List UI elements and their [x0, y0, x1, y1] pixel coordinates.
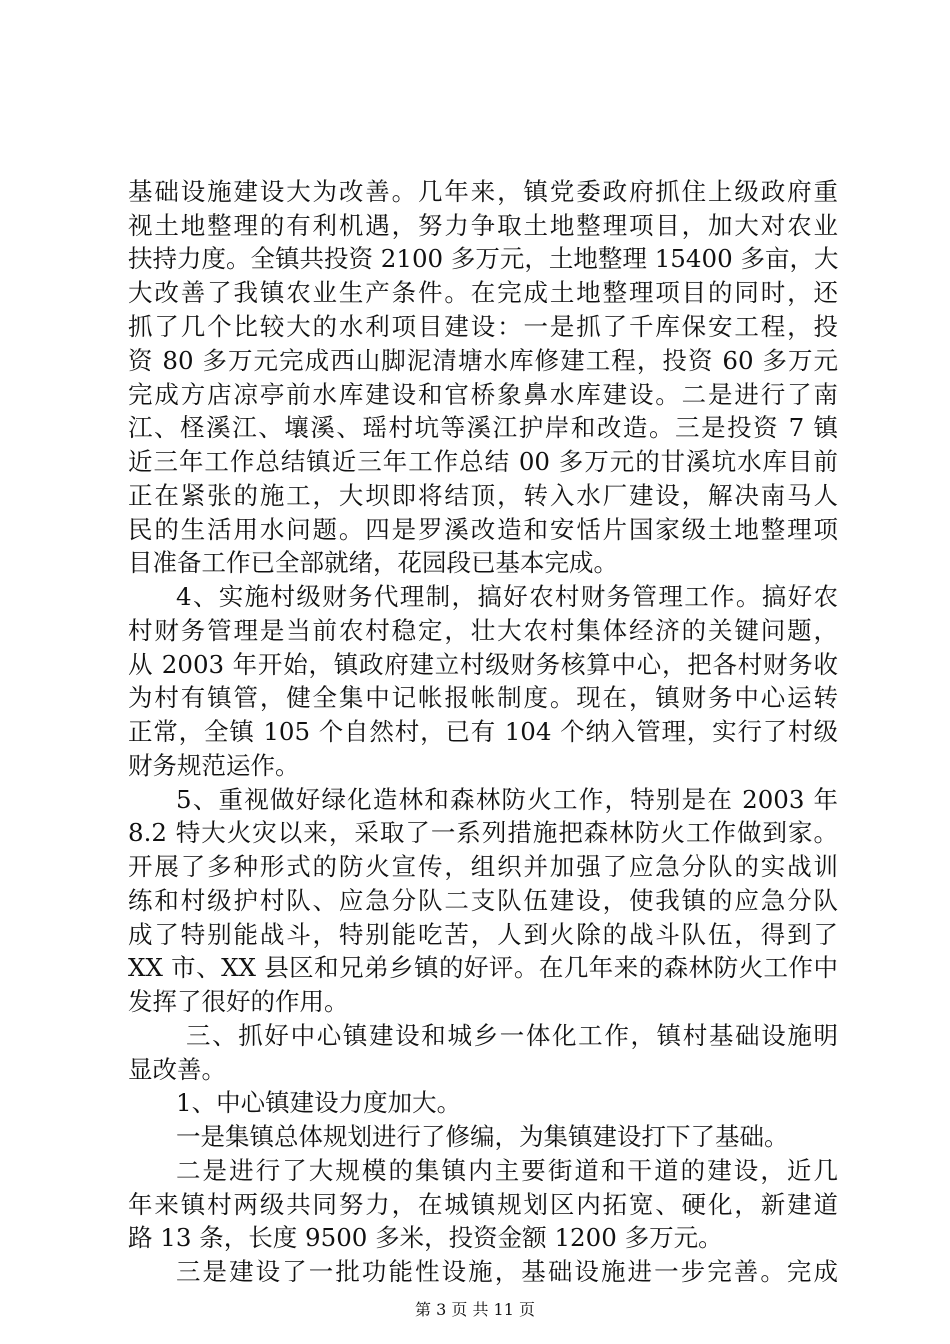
- body-line: 正常，全镇 105 个自然村，已有 104 个纳入管理，实行了村级: [128, 717, 838, 746]
- paragraph-start-line: 三是建设了一批功能性设施，基础设施进一步完善。完成: [176, 1257, 838, 1286]
- paragraph-start-line: 二是进行了大规模的集镇内主要街道和干道的建设，近几: [176, 1156, 838, 1185]
- body-line: 8.2 特大火灾以来，采取了一系列措施把森林防火工作做到家。: [128, 818, 838, 847]
- subheading-line: 1、中心镇建设力度加大。: [176, 1088, 462, 1117]
- page-footer: 第 3 页 共 11 页: [415, 1300, 535, 1319]
- body-line: 开展了多种形式的防火宣传，组织并加强了应急分队的实战训: [128, 852, 838, 881]
- body-line: 近三年工作总结镇近三年工作总结 00 多万元的甘溪坑水库目前: [128, 447, 838, 476]
- body-line: 江、柽溪江、壤溪、瑶村坑等溪江护岸和改造。三是投资 7 镇: [128, 413, 838, 442]
- body-line: XX 市、XX 县区和兄弟乡镇的好评。在几年来的森林防火工作中: [128, 953, 838, 982]
- paragraph-start-line: 4、实施村级财务代理制，搞好农村财务管理工作。搞好农: [176, 582, 838, 611]
- body-line: 村财务管理是当前农村稳定，壮大农村集体经济的关键问题，: [128, 616, 838, 645]
- body-line: 视土地整理的有利机遇，努力争取土地整理项目，加大对农业: [128, 211, 838, 240]
- body-line: 扶持力度。全镇共投资 2100 多万元，土地整理 15400 多亩，大: [128, 244, 839, 273]
- body-line: 资 80 多万元完成西山脚泥清塘水库修建工程，投资 60 多万元: [128, 346, 838, 375]
- body-line: 为村有镇管，健全集中记帐报帐制度。现在，镇财务中心运转: [128, 683, 838, 712]
- body-line: 民的生活用水问题。四是罗溪改造和安恬片国家级土地整理项: [128, 515, 838, 544]
- body-line: 基础设施建设大为改善。几年来，镇党委政府抓住上级政府重: [128, 177, 838, 206]
- body-line: 路 13 条，长度 9500 多米，投资金额 1200 多万元。: [128, 1223, 723, 1252]
- body-line: 财务规范运作。: [128, 751, 300, 780]
- body-line: 完成方店凉亭前水库建设和官桥象鼻水库建设。二是进行了南: [128, 380, 838, 409]
- body-line: 年来镇村两级共同努力，在城镇规划区内拓宽、硬化，新建道: [128, 1190, 838, 1219]
- body-line: 抓了几个比较大的水利项目建设：一是抓了千库保安工程，投: [128, 312, 838, 341]
- body-line: 正在紧张的施工，大坝即将结顶，转入水厂建设，解决南马人: [128, 481, 838, 510]
- body-line: 大改善了我镇农业生产条件。在完成土地整理项目的同时，还: [128, 278, 838, 307]
- body-line: 发挥了很好的作用。: [128, 987, 349, 1016]
- section-heading-line: 显改善。: [128, 1055, 226, 1084]
- paragraph-start-line: 一是集镇总体规划进行了修编，为集镇建设打下了基础。: [176, 1122, 789, 1151]
- body-line: 成了特别能战斗，特别能吃苦，人到火除的战斗队伍，得到了: [128, 920, 838, 949]
- body-line: 练和村级护村队、应急分队二支队伍建设，使我镇的应急分队: [128, 886, 838, 915]
- paragraph-start-line: 5、重视做好绿化造林和森林防火工作，特别是在 2003 年: [176, 785, 838, 814]
- body-line: 目准备工作已全部就绪，花园段已基本完成。: [128, 548, 618, 577]
- body-line: 从 2003 年开始，镇政府建立村级财务核算中心，把各村财务收: [128, 650, 838, 679]
- section-heading-line: 三、抓好中心镇建设和城乡一体化工作，镇村基础设施明: [186, 1021, 838, 1050]
